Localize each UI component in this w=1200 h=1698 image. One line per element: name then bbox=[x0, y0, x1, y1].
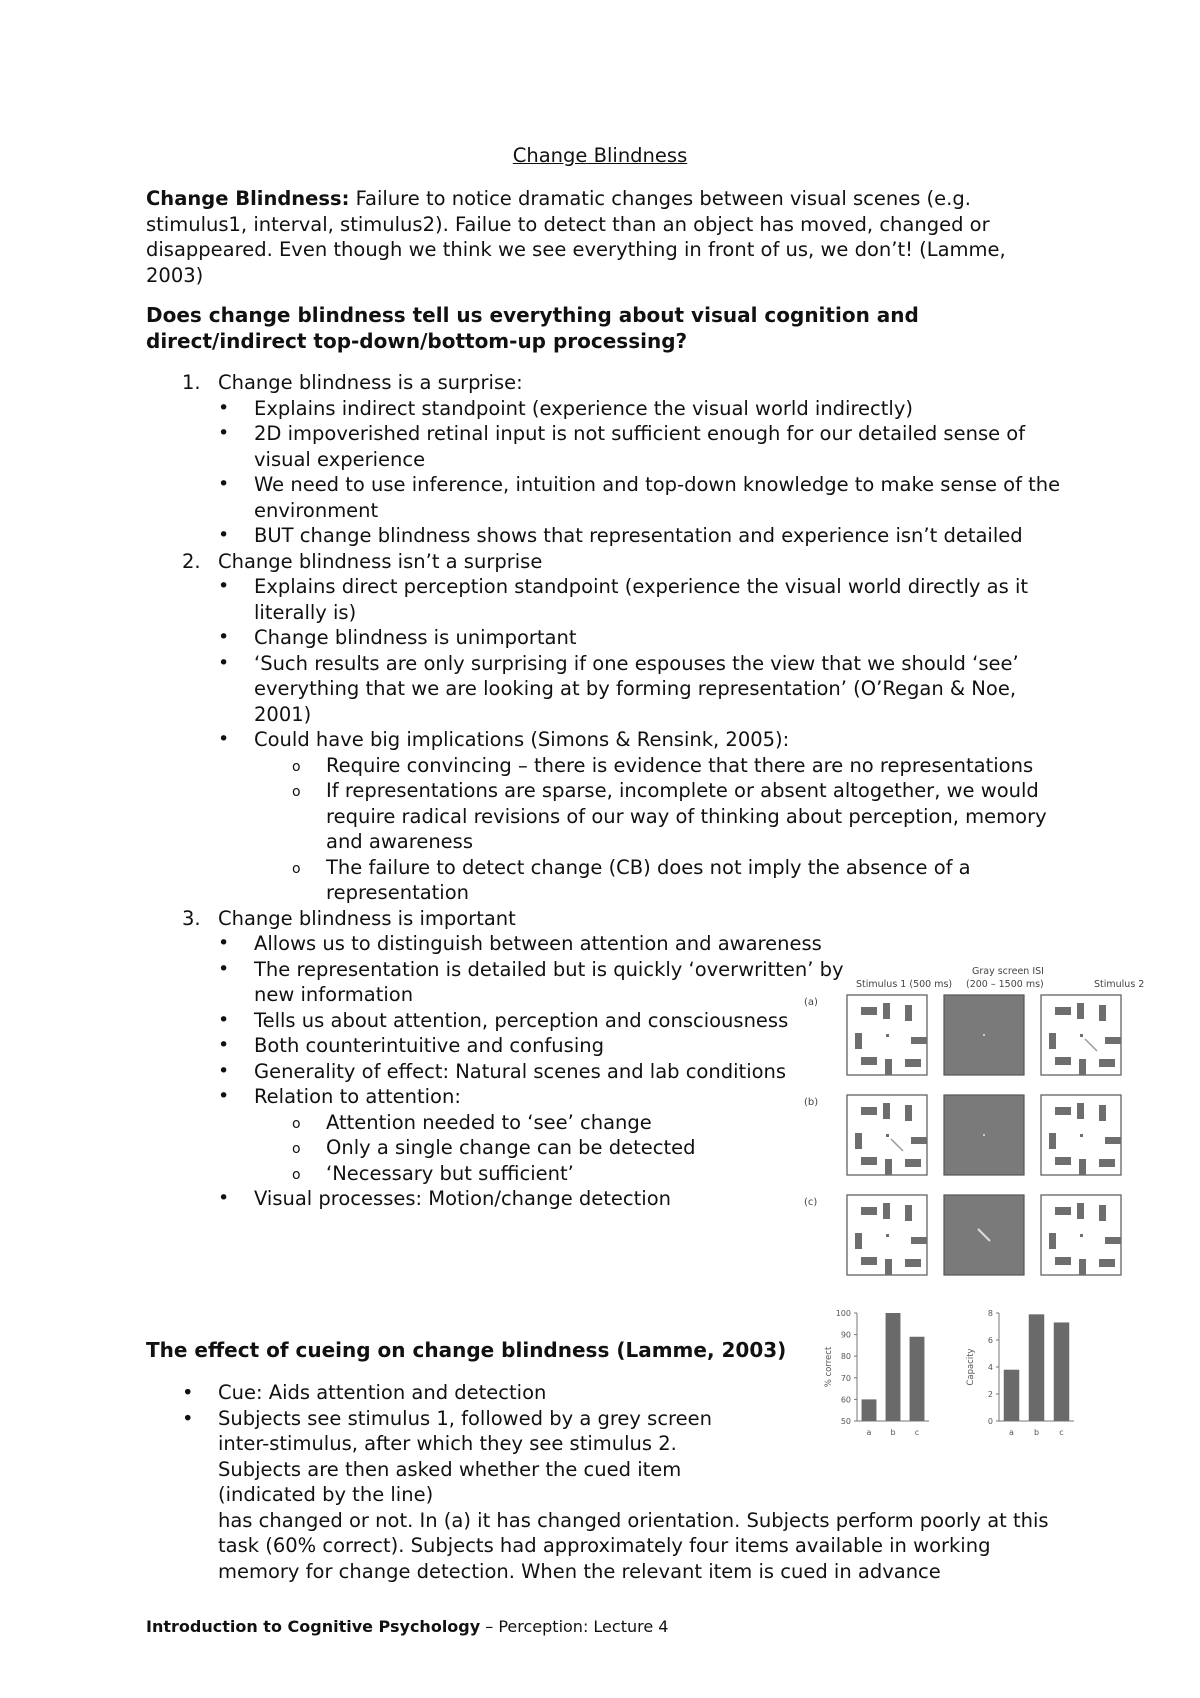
y-tick-label: 80 bbox=[840, 1352, 851, 1362]
question-heading: Does change blindness tell us everything about visual cognition and direct/indirect top-down/bottom-up processing? bbox=[146, 303, 919, 353]
sub-bullet-item: o ‘Necessary but sufficient’ bbox=[146, 1161, 916, 1187]
definition-paragraph bbox=[146, 186, 1066, 288]
stimulus-bar bbox=[1055, 1057, 1071, 1065]
footer-separator: – bbox=[480, 1617, 499, 1636]
fixation-dot bbox=[886, 1034, 889, 1037]
list-item-heading: Change blindness is a surprise: bbox=[218, 371, 523, 394]
y-axis-label: % correct bbox=[824, 1346, 834, 1388]
cueing-heading: The effect of cueing on change blindness (Lamme, 2003) bbox=[146, 1338, 787, 1362]
stimulus-bar bbox=[1099, 1005, 1106, 1021]
stimulus-rows bbox=[804, 995, 1121, 1275]
figure-row-label: (b) bbox=[804, 1097, 819, 1108]
bullet-item: • 2D impoverished retinal input is not sufficient enough for our detailed sense of visual experience bbox=[146, 421, 1066, 472]
stimulus-bar bbox=[911, 1037, 927, 1044]
stimulus-bar bbox=[861, 1057, 877, 1065]
stimulus-bar bbox=[1105, 1037, 1121, 1044]
y-tick-label: 4 bbox=[987, 1363, 993, 1372]
stimulus-bar bbox=[855, 1133, 862, 1149]
sub-bullet-item: o Only a single change can be detected bbox=[146, 1135, 916, 1161]
stimulus-bar bbox=[885, 1059, 892, 1075]
x-tick-label: a bbox=[1009, 1428, 1014, 1437]
bullet-item: • Tells us about attention, perception and consciousness bbox=[146, 1008, 844, 1034]
figure-col3-label: Stimulus 2 bbox=[1094, 979, 1145, 990]
bullet-text: • Subjects see stimulus 1, followed by a grey screen inter-stimulus, after which they see stimulus 2. Subjects are then asked whether the cued item (indicated by the line) bbox=[218, 1406, 712, 1506]
list-item-heading: Change blindness isn’t a surprise bbox=[218, 549, 543, 573]
stimulus-bar bbox=[1099, 1059, 1115, 1067]
fixation-dot bbox=[886, 1234, 889, 1237]
x-tick-label: c bbox=[914, 1428, 920, 1437]
stimulus-bar bbox=[1105, 1137, 1121, 1144]
stimulus-bar bbox=[1099, 1259, 1115, 1267]
stimulus-bar bbox=[1077, 1003, 1084, 1019]
figure-row-label: (c) bbox=[804, 1197, 818, 1208]
list-item-heading: Change blindness is important bbox=[218, 906, 516, 930]
stimulus-bar bbox=[861, 1007, 877, 1015]
stimulus-bar bbox=[1049, 1133, 1056, 1149]
figure-row-label: (a) bbox=[804, 997, 818, 1008]
stimulus-bar bbox=[883, 1103, 890, 1119]
definition-text: Failure to notice dramatic changes between visual scenes (e.g. stimulus1, interval, stimulus2). Failue to detect than an object has moved, changed or disappeared. Even though we think we see everything in front of us, we don’t! (Lamme, 2003) bbox=[146, 187, 1006, 287]
bullet-text-continued: has changed or not. In (a) it has changed orientation. Subjects perform poorly at this task (60% correct). Subjects had approximately four items available in working memory for change detection. When the relevant item is cued in advance bbox=[218, 1508, 1049, 1583]
y-tick-label: 0 bbox=[987, 1417, 993, 1426]
definition-term: Change Blindness: bbox=[146, 187, 350, 210]
bullet-item: • Both counterintuitive and confusing bbox=[146, 1033, 844, 1059]
list-item bbox=[146, 906, 1066, 932]
stimulus-bar bbox=[1055, 1107, 1071, 1115]
stimulus-bar bbox=[1055, 1257, 1071, 1265]
bullet-item: • Visual processes: Motion/change detection bbox=[146, 1186, 844, 1212]
y-tick-label: 2 bbox=[987, 1390, 993, 1399]
bullet-item: • We need to use inference, intuition and top-down knowledge to make sense of the environment bbox=[146, 472, 1066, 523]
stimulus-bar bbox=[855, 1033, 862, 1049]
y-tick-label: 8 bbox=[987, 1309, 993, 1318]
stimulus-bar bbox=[911, 1237, 927, 1244]
stimulus-bar bbox=[861, 1157, 877, 1165]
stimulus-bar bbox=[1099, 1205, 1106, 1221]
fixation-dot bbox=[983, 1134, 985, 1136]
stimulus-bar bbox=[1077, 1103, 1084, 1119]
bullet-item: • Could have big implications (Simons & Rensink, 2005): bbox=[146, 727, 1066, 753]
figure-col2-sublabel: (200 – 1500 ms) bbox=[966, 979, 1044, 990]
stimulus-bar bbox=[1055, 1157, 1071, 1165]
sub-bullet-item: o Require convincing – there is evidence that there are no representations bbox=[146, 753, 1066, 779]
stimulus-bar bbox=[905, 1259, 921, 1267]
stimulus-bar bbox=[1055, 1207, 1071, 1215]
stimulus-bar bbox=[1099, 1105, 1106, 1121]
stimulus-bar bbox=[1049, 1033, 1056, 1049]
y-axis-label: Capacity bbox=[966, 1348, 976, 1386]
chart-bar bbox=[1054, 1322, 1070, 1421]
footer-lecture: Perception: Lecture 4 bbox=[498, 1617, 669, 1636]
y-tick-label: 100 bbox=[835, 1309, 851, 1318]
y-tick-label: 50 bbox=[840, 1417, 851, 1426]
stimulus-bar bbox=[905, 1105, 912, 1121]
stimulus-bar bbox=[1079, 1259, 1086, 1275]
stimulus-bar bbox=[1079, 1059, 1086, 1075]
list-number: 3. bbox=[182, 906, 201, 930]
bullet-item: • Explains direct perception standpoint (experience the visual world directly as it literally is) bbox=[146, 574, 1066, 625]
bullet-item: • Allows us to distinguish between attention and awareness bbox=[146, 931, 844, 957]
bullet-item: • ‘Such results are only surprising if one espouses the view that we should ‘see’ everything that we are looking at by forming representation’ (O’Regan & Noe, 2001) bbox=[146, 651, 1066, 728]
stimulus-bar bbox=[1079, 1159, 1086, 1175]
page-footer bbox=[146, 1617, 668, 1636]
y-tick-label: 60 bbox=[840, 1395, 851, 1405]
list-number: 1. bbox=[182, 371, 201, 394]
chart-bar bbox=[862, 1399, 877, 1421]
chart-bar bbox=[1029, 1314, 1045, 1421]
stimulus-bar bbox=[1055, 1007, 1071, 1015]
fixation-dot bbox=[1080, 1234, 1083, 1237]
cueing-figure bbox=[804, 960, 1154, 1450]
stimulus-bar bbox=[905, 1159, 921, 1167]
fixation-dot bbox=[886, 1134, 889, 1137]
y-tick-label: 6 bbox=[987, 1336, 993, 1345]
fixation-dot bbox=[1080, 1034, 1083, 1037]
bullet-item: • The representation is detailed but is quickly ‘overwritten’ by new information bbox=[146, 957, 844, 1008]
stimulus-bar bbox=[861, 1257, 877, 1265]
stimulus-bar bbox=[855, 1233, 862, 1249]
sub-bullet-item: o The failure to detect change (CB) does not imply the absence of a representation bbox=[146, 855, 1066, 906]
fixation-dot bbox=[983, 1034, 985, 1036]
y-tick-label: 70 bbox=[840, 1373, 851, 1383]
stimulus-bar bbox=[1049, 1233, 1056, 1249]
x-tick-label: b bbox=[1033, 1428, 1040, 1437]
stimulus-bar bbox=[1099, 1159, 1115, 1167]
bullet-item: • Cue: Aids attention and detection bbox=[146, 1380, 738, 1406]
sub-bullet-item: o Attention needed to ‘see’ change bbox=[146, 1110, 916, 1136]
bullet-item: • Explains indirect standpoint (experience the visual world indirectly) bbox=[146, 396, 1066, 422]
figure-col1-label: Stimulus 1 (500 ms) bbox=[856, 979, 953, 990]
chart-bar bbox=[886, 1313, 901, 1421]
stimulus-bar bbox=[905, 1059, 921, 1067]
bullet-item: • Generality of effect: Natural scenes and lab conditions bbox=[146, 1059, 844, 1085]
figure-col2-label: Gray screen ISI bbox=[972, 966, 1044, 977]
chart-bar bbox=[910, 1337, 925, 1421]
fixation-dot bbox=[1080, 1134, 1083, 1137]
stimulus-bar bbox=[911, 1137, 927, 1144]
sub-bullet-item: o If representations are sparse, incomplete or absent altogether, we would require radical revisions of our way of thinking about perception, memory and awareness bbox=[146, 778, 1066, 855]
bullet-item: • Relation to attention: bbox=[146, 1084, 844, 1110]
stimulus-bar bbox=[861, 1207, 877, 1215]
list-item bbox=[146, 549, 1066, 575]
chart-bar bbox=[1004, 1370, 1020, 1421]
capacity-chart bbox=[966, 1309, 1074, 1437]
percent-correct-chart bbox=[824, 1309, 929, 1437]
bullet-item: • Change blindness is unimportant bbox=[146, 625, 1066, 651]
x-tick-label: b bbox=[890, 1428, 896, 1437]
stimulus-bar bbox=[883, 1003, 890, 1019]
page-title: Change Blindness bbox=[512, 144, 688, 167]
stimulus-bar bbox=[883, 1203, 890, 1219]
x-tick-label: c bbox=[1059, 1428, 1064, 1437]
stimulus-bar bbox=[1077, 1203, 1084, 1219]
stimulus-bar bbox=[861, 1107, 877, 1115]
footer-course: Introduction to Cognitive Psychology bbox=[146, 1617, 481, 1636]
y-tick-label: 90 bbox=[840, 1330, 851, 1340]
list-item bbox=[146, 370, 1066, 396]
bullet-item: • BUT change blindness shows that representation and experience isn’t detailed bbox=[146, 523, 1066, 549]
stimulus-bar bbox=[885, 1159, 892, 1175]
x-tick-label: a bbox=[866, 1428, 872, 1437]
stimulus-bar bbox=[905, 1005, 912, 1021]
stimulus-bar bbox=[905, 1205, 912, 1221]
stimulus-bar bbox=[885, 1259, 892, 1275]
list-number: 2. bbox=[182, 549, 201, 573]
stimulus-bar bbox=[1105, 1237, 1121, 1244]
